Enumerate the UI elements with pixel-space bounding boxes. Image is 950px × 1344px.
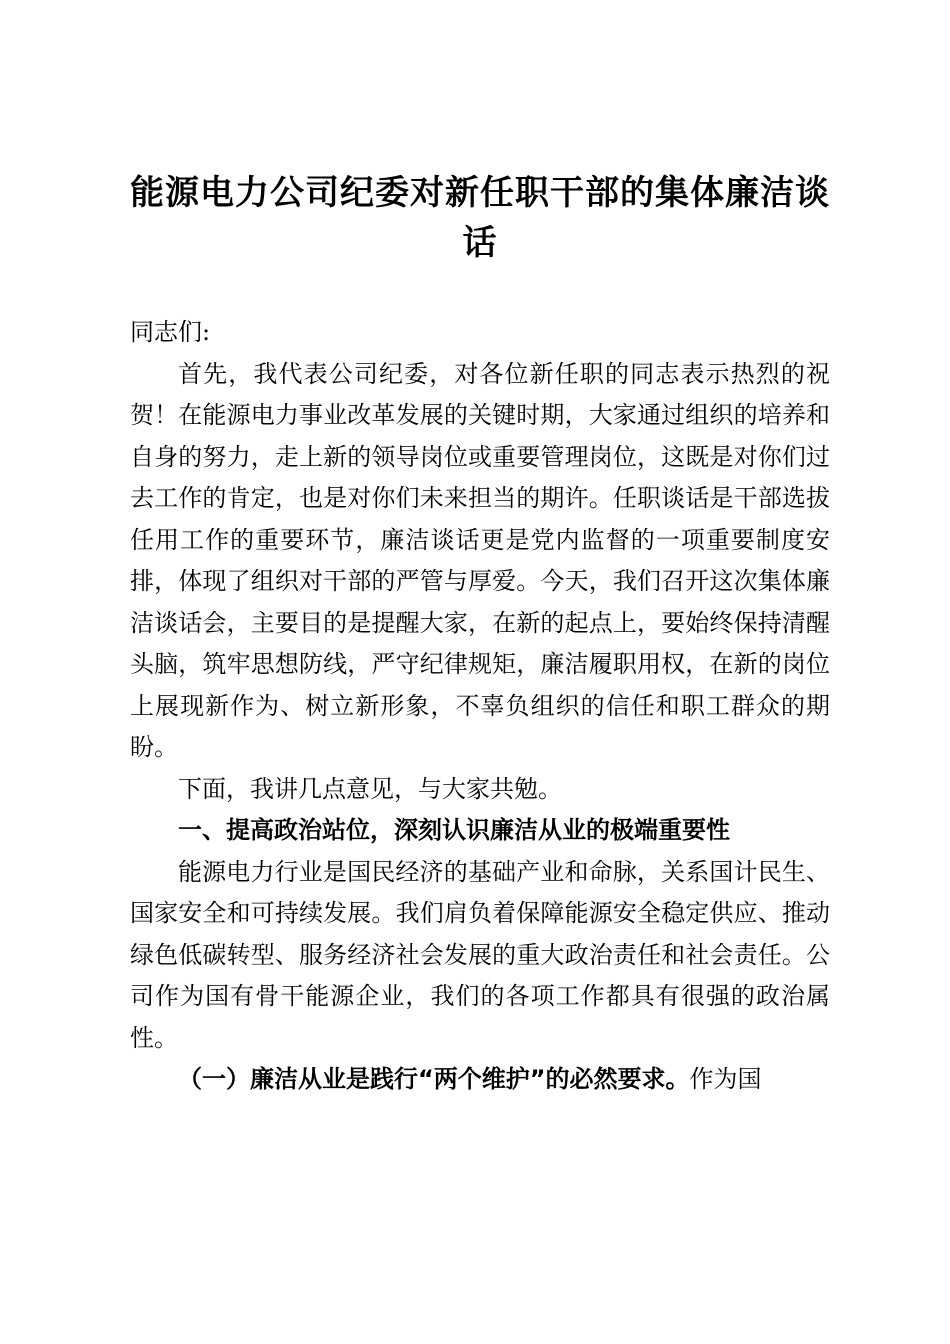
subsection-heading-1: （一）廉洁从业是践行“两个维护”的必然要求。	[178, 1065, 690, 1093]
subsection-text-1: 作为国	[689, 1065, 762, 1093]
document-body	[130, 312, 830, 1101]
paragraph-section-1: 能源电力行业是国民经济的基础产业和命脉，关系国计民生、国家安全和可持续发展。我们肩负着保障能源安全稳定供应、推动绿色低碳转型、服务经济社会发展的重大政治责任和社会责任。公司作为国有骨干能源企业，我们的各项工作都具有很强的政治属性。	[130, 857, 830, 1052]
salutation: 同志们:	[130, 318, 211, 346]
section-heading-1: 一、提高政治站位，深刻认识廉洁从业的极端重要性	[178, 816, 730, 844]
paragraph-intro: 下面，我讲几点意见，与大家共勉。	[178, 774, 562, 803]
subsection-paragraph-1	[130, 1059, 830, 1101]
document-title: 能源电力公司纪委对新任职干部的集体廉洁谈话	[130, 173, 830, 263]
paragraph-opening: 首先，我代表公司纪委，对各位新任职的同志表示热烈的祝贺！在能源电力事业改革发展的关键时期，大家通过组织的培养和自身的努力，走上新的领导岗位或重要管理岗位，这既是对你们过去工作的肯定，也是对你们未来担当的期许。任职谈话是干部选拔任用工作的重要环节，廉洁谈话更是党内监督的一项重要制度安排，体现了组织对干部的严管与厚爱。今天，我们召开这次集体廉洁谈话会，主要目的是提醒大家，在新的起点上，要始终保持清醒头脑，筑牢思想防线，严守纪律规矩，廉洁履职用权，在新的岗位上展现新作为、树立新形象，不辜负组织的信任和职工群众的期盼。	[130, 359, 830, 761]
